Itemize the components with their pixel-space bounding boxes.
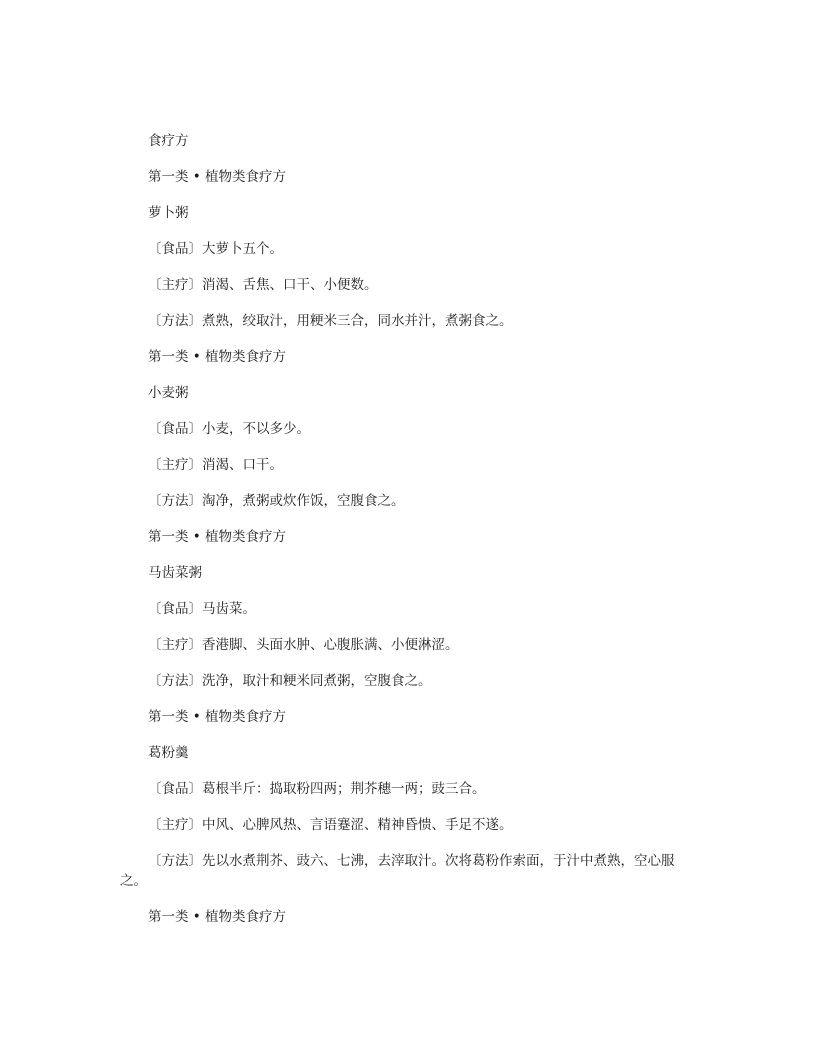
category-heading: 第一类 • 植物类食疗方: [148, 909, 287, 925]
recipe-indication: 〔主疗〕中风、心脾风热、言语蹇涩、精神昏愦、手足不遂。: [148, 817, 513, 833]
recipe-ingredients: 〔食品〕小麦，不以多少。: [148, 421, 310, 437]
doc-title: 食疗方: [148, 133, 189, 149]
category-heading: 第一类 • 植物类食疗方: [148, 169, 287, 185]
document-body: [120, 131, 700, 943]
recipe-title: 萝卜粥: [148, 205, 189, 221]
recipe-method: 〔方法〕先以水煮荆芥、豉六、七沸，去滓取汁。次将葛粉作索面，于汁中煮熟，空心服之。: [120, 853, 675, 889]
category-heading: 第一类 • 植物类食疗方: [148, 349, 287, 365]
recipe-indication: 〔主疗〕消渴、舌焦、口干、小便数。: [148, 277, 378, 293]
recipe-title: 小麦粥: [148, 385, 189, 401]
recipe-method: 〔方法〕煮熟，绞取汁，用粳米三合，同水并汁，煮粥食之。: [148, 313, 513, 329]
recipe-indication: 〔主疗〕香港脚、头面水肿、心腹胀满、小便淋涩。: [148, 637, 459, 653]
recipe-title: 葛粉羹: [148, 745, 189, 761]
category-heading: 第一类 • 植物类食疗方: [148, 529, 287, 545]
recipe-title: 马齿菜粥: [148, 565, 202, 581]
recipe-indication: 〔主疗〕消渴、口干。: [148, 457, 283, 473]
recipe-ingredients: 〔食品〕葛根半斤：捣取粉四两；荆芥穗一两；豉三合。: [148, 781, 486, 797]
recipe-method: 〔方法〕洗净，取汁和粳米同煮粥，空腹食之。: [148, 673, 432, 689]
recipe-ingredients: 〔食品〕马齿菜。: [148, 601, 256, 617]
recipe-ingredients: 〔食品〕大萝卜五个。: [148, 241, 283, 257]
recipe-method: 〔方法〕淘净，煮粥或炊作饭，空腹食之。: [148, 493, 405, 509]
category-heading: 第一类 • 植物类食疗方: [148, 709, 287, 725]
